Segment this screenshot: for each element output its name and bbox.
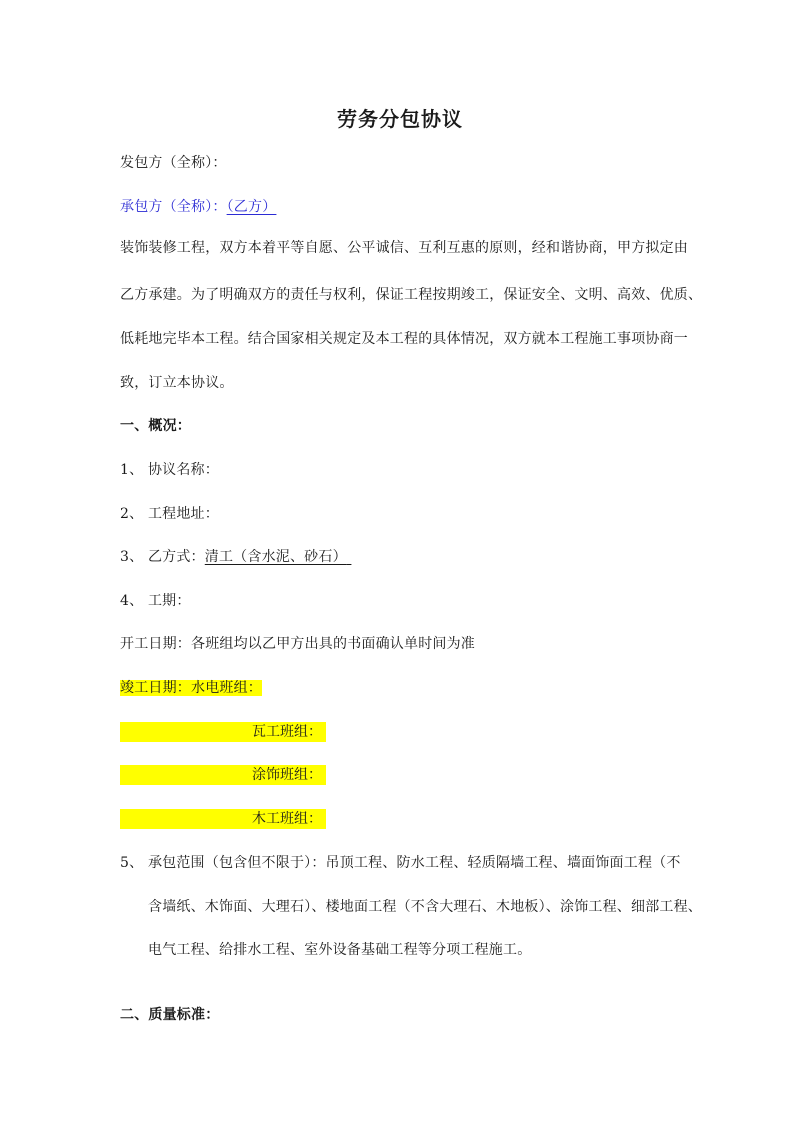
party-b-value: （乙方） [226,199,277,215]
team-wood-highlight [120,809,326,829]
completion-date-label: 竣工日期：水电班组： [120,680,262,696]
section-1-heading: 一、概况： [120,418,191,434]
item-2: 2、 工程地址： [120,506,219,522]
team-tile-label: 瓦工班组： [252,724,322,740]
team-tile-highlight [120,722,326,742]
item-5-line-1: 5、 承包范围（包含但不限于）：吊顶工程、防水工程、轻质隔墙工程、墙面饰面工程（不 [120,855,681,871]
team-paint-highlight [120,765,326,785]
item-1: 1、 协议名称： [120,462,219,478]
section-2-heading: 二、质量标准： [120,1007,220,1023]
intro-line-3: 低耗地完毕本工程。结合国家相关规定及本工程的具体情况，双方就本工程施工事项协商一 [120,331,688,347]
start-date-line: 开工日期：各班组均以乙甲方出具的书面确认单时间为准 [120,636,475,652]
item-3 [120,547,351,567]
party-a-line: 发包方（全称）： [120,155,227,171]
intro-line-2: 乙方承建。为了明确双方的责任与权利，保证工程按期竣工，保证安全、文明、高效、优质、 [120,287,703,303]
team-wood-label: 木工班组： [252,811,322,827]
page-title: 劳务分包协议 [337,107,463,131]
intro-line-4: 致，订立本协议。 [120,375,234,391]
team-paint-label: 涂饰班组： [252,767,322,783]
item-5-line-3: 电气工程、给排水工程、室外设备基础工程等分项工程施工。 [148,942,532,958]
party-b-line [120,197,276,217]
item-5-line-2: 含墙纸、木饰面、大理石）、楼地面工程（不含大理石、木地板）、涂饰工程、细部工程、 [148,899,702,915]
item-3-value: 清工（含水泥、砂石） [204,549,347,565]
completion-date-line [120,678,262,698]
item-3-label: 3、 乙方式： [120,549,205,565]
party-b-label: 承包方（全称）： [120,199,227,215]
item-4: 4、 工期： [120,593,191,609]
intro-line-1: 装饰装修工程，双方本着平等自愿、公平诚信、互利互惠的原则，经和谐协商，甲方拟定由 [120,240,688,256]
